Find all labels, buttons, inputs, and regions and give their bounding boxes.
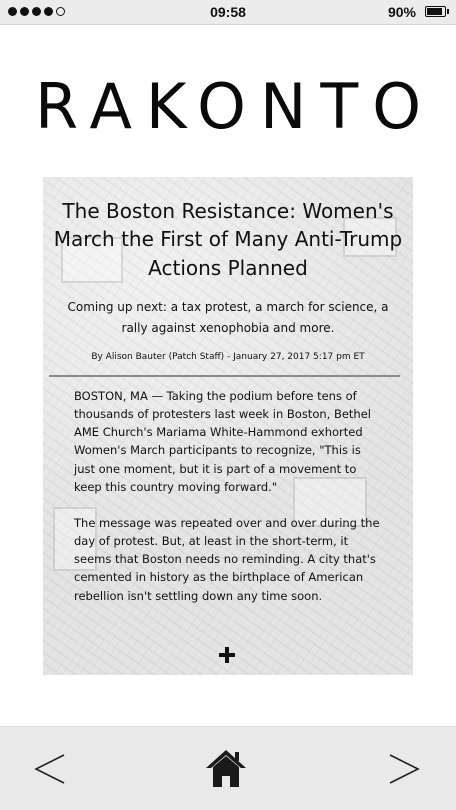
article-paragraph: BOSTON, MA — Taking the podium before tens of thousands of protesters last week in Boston, Bethel AME Church's Mariama White-Hammond exhorted Women's March participants to recognize, "This is just one moment, but it is part of a movement to keep this country moving forward." bbox=[74, 389, 371, 494]
article-divider bbox=[49, 375, 400, 377]
status-bar bbox=[0, 0, 456, 25]
bottom-nav bbox=[0, 726, 456, 810]
chevron-left-icon bbox=[30, 749, 70, 789]
article-subheadline: Coming up next: a tax protest, a march for science, a rally against xenophobia and more. bbox=[67, 300, 389, 335]
home-icon bbox=[204, 747, 248, 789]
plus-icon[interactable] bbox=[218, 646, 236, 664]
article-body bbox=[74, 387, 383, 623]
article-paragraph: The message was repeated over and over during the day of protest. But, at least in the short-term, it seems that Boston needs no reminding. A city that's cemented in history as the birthplace of American rebellion isn't settling down any time soon. bbox=[74, 515, 380, 603]
article-card[interactable] bbox=[43, 177, 413, 675]
battery-level bbox=[427, 8, 442, 15]
battery-percent: 90% bbox=[387, 4, 416, 20]
next-button[interactable] bbox=[384, 749, 424, 789]
battery-icon bbox=[425, 6, 446, 17]
home-button[interactable] bbox=[204, 747, 248, 789]
article-headline: The Boston Resistance: Women's March the First of Many Anti-Trump Actions Planned bbox=[53, 199, 403, 280]
article-byline: By Alison Bauter (Patch Staff) - January 27, 2017 5:17 pm ET bbox=[91, 352, 365, 362]
app-title: RAKONTO bbox=[34, 70, 436, 143]
previous-button[interactable] bbox=[30, 749, 70, 789]
chevron-right-icon bbox=[384, 749, 424, 789]
status-time: 09:58 bbox=[210, 4, 246, 20]
